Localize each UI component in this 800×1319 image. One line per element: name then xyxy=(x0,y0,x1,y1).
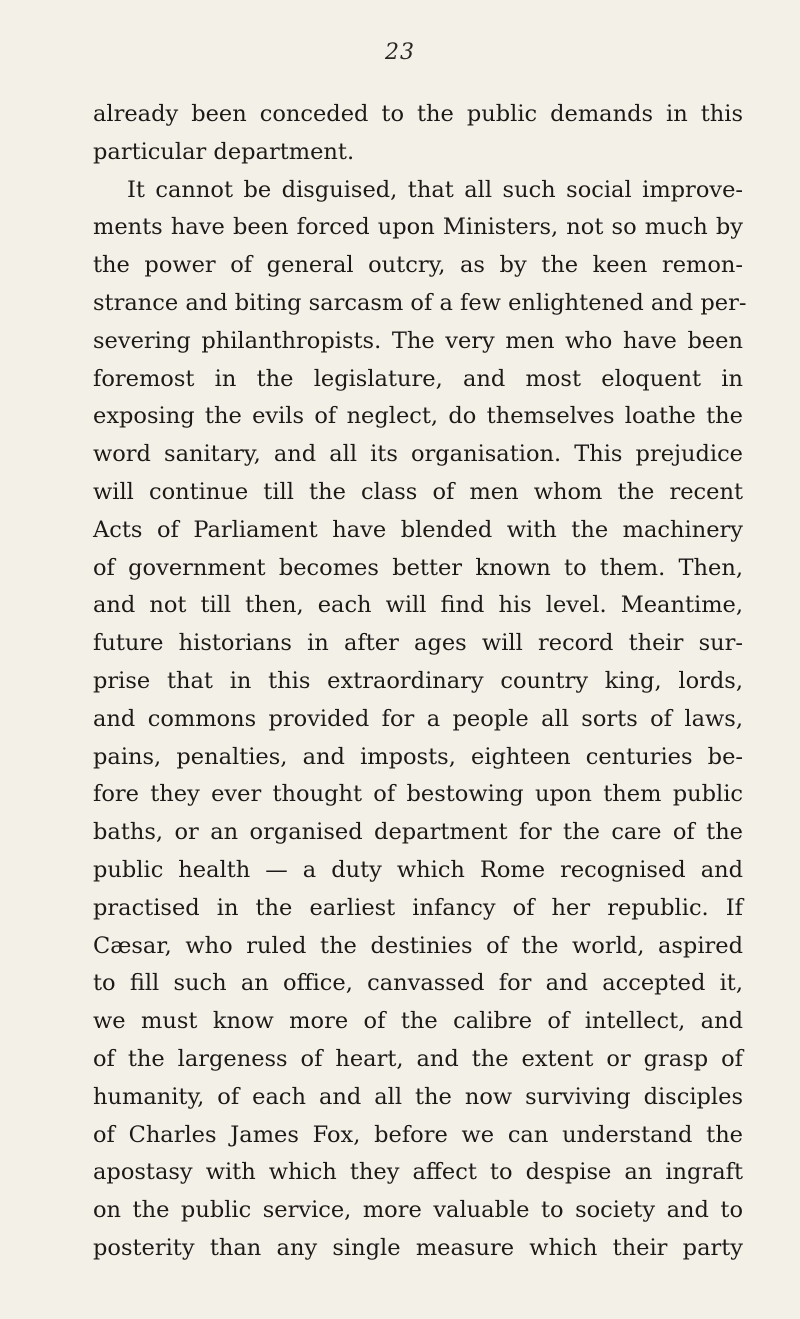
text-line: and not till then, each will find his level. Meantime, xyxy=(93,592,743,619)
text-line: fore they ever thought of bestowing upon them public xyxy=(93,781,743,808)
text-line: on the public service, more valuable to society and to xyxy=(93,1197,743,1224)
text-line: ments have been forced upon Ministers, not so much by xyxy=(93,214,743,241)
text-line: the power of general outcry, as by the keen remon- xyxy=(93,252,743,279)
text-line: practised in the earliest infancy of her republic. If xyxy=(93,894,743,921)
text-line: humanity, of each and all the now surviving disciples xyxy=(93,1083,743,1110)
text-line: It cannot be disguised, that all such social improve- xyxy=(127,176,743,203)
body-text xyxy=(93,96,747,1268)
page-number: 23 xyxy=(385,40,415,65)
text-line: prise that in this extraordinary country king, lords, xyxy=(93,667,743,694)
text-line: future historians in after ages will record their sur- xyxy=(93,630,743,657)
text-line: of Charles James Fox, before we can understand the xyxy=(93,1121,743,1148)
text-line: Acts of Parliament have blended with the machinery xyxy=(93,516,743,543)
text-line: pains, penalties, and imposts, eighteen centuries be- xyxy=(93,743,743,770)
text-line: strance and biting sarcasm of a few enlightened and per- xyxy=(93,289,747,316)
text-line: severing philanthropists. The very men who have been xyxy=(93,327,743,354)
text-line: we must know more of the calibre of intellect, and xyxy=(93,1008,743,1035)
text-line: particular department. xyxy=(93,138,355,165)
text-line: of government becomes better known to them. Then, xyxy=(93,554,743,581)
text-line: exposing the evils of neglect, do themselves loathe the xyxy=(93,403,743,430)
text-line: public health — a duty which Rome recognised and xyxy=(93,856,743,883)
text-line: foremost in the legislature, and most eloquent in xyxy=(93,365,743,392)
text-line: and commons provided for a people all sorts of laws, xyxy=(93,705,743,732)
text-line: word sanitary, and all its organisation. This prejudice xyxy=(93,441,743,468)
text-line: of the largeness of heart, and the extent or grasp of xyxy=(93,1045,743,1072)
text-line: baths, or an organised department for the care of the xyxy=(93,819,743,846)
text-line: will continue till the class of men whom the recent xyxy=(93,478,743,505)
text-line: posterity than any single measure which their party xyxy=(93,1234,743,1261)
text-line: to fill such an office, canvassed for and accepted it, xyxy=(93,970,743,997)
text-line: Cæsar, who ruled the destinies of the world, aspired xyxy=(93,932,743,959)
text-line: apostasy with which they affect to despise an ingraft xyxy=(93,1159,743,1186)
text-line: already been conceded to the public demands in this xyxy=(93,101,743,127)
